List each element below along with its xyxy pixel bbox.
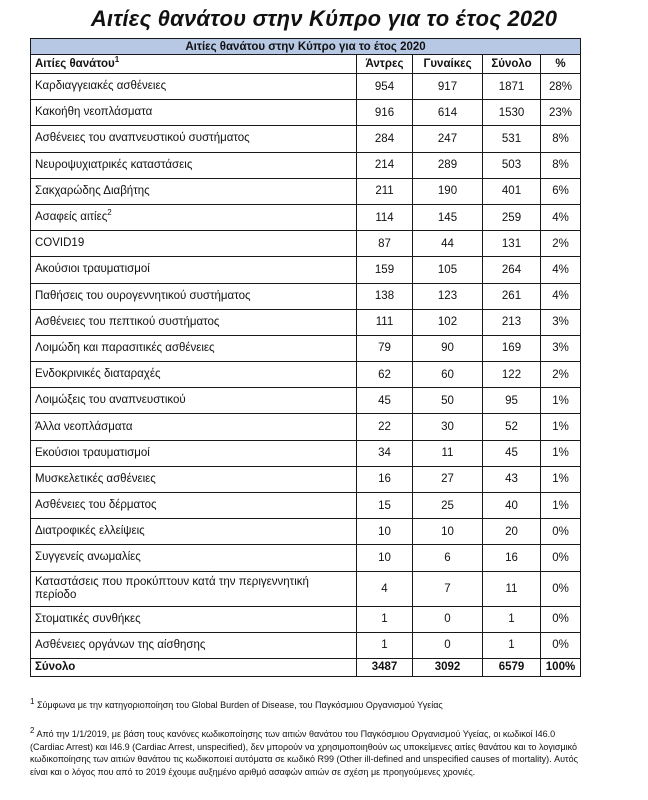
cause-label: Ασθένειες του αναπνευστικού συστήματος [35,132,250,145]
total-women: 3092 [413,658,483,676]
total-row [31,658,581,676]
table-row [31,414,581,440]
cause-label: Καταστάσεις που προκύπτουν κατά την περιγεννητική περίοδο [35,575,309,601]
percent-cell: 1% [541,388,581,414]
header-men: Άντρες [357,55,413,74]
total-cell: 1871 [483,74,541,100]
percent-cell: 6% [541,178,581,204]
table-row [31,178,581,204]
cause-footnote-marker: 2 [107,208,112,218]
cause-cell [31,126,357,152]
percent-cell: 0% [541,545,581,571]
women-cell: 44 [413,231,483,257]
cause-label: Διατροφικές ελλείψεις [35,525,145,538]
cause-cell [31,204,357,230]
cause-cell [31,606,357,632]
table-row [31,231,581,257]
men-cell: 10 [357,545,413,571]
table-row [31,440,581,466]
total-cell: 131 [483,231,541,257]
table-row [31,204,581,230]
table-row [31,388,581,414]
cause-cell [31,632,357,658]
cause-label: Ασαφείς αιτίες [35,211,108,224]
cause-label: Ασθένειες του δέρματος [35,499,157,512]
cause-cell [31,100,357,126]
cause-cell [31,178,357,204]
cause-label: Καρδιαγγειακές ασθένειες [35,80,167,93]
total-cell: 169 [483,335,541,361]
table-banner: Αιτίες θανάτου στην Κύπρο για το έτος 2020 [31,39,581,55]
men-cell: 138 [357,283,413,309]
page-title: Αιτίες θανάτου στην Κύπρο για το έτος 2020 [90,6,558,31]
table-row [31,126,581,152]
cause-label: Άλλα νεοπλάσματα [35,420,133,433]
table-row [31,632,581,658]
women-cell: 917 [413,74,483,100]
cause-cell [31,152,357,178]
table-row [31,545,581,571]
percent-cell: 1% [541,414,581,440]
percent-cell: 4% [541,257,581,283]
women-cell: 11 [413,440,483,466]
total-cell: 261 [483,283,541,309]
women-cell: 7 [413,571,483,606]
footnote-1-text: Σύμφωνα με την κατηγοριοποίηση του Global Burden of Disease, του Παγκόσμιου Οργανισμού Υγείας [36,700,443,710]
women-cell: 50 [413,388,483,414]
women-cell: 145 [413,204,483,230]
cause-label: Ασθένειες οργάνων της αίσθησης [35,638,206,651]
cause-cell [31,545,357,571]
table-row [31,362,581,388]
cause-cell [31,414,357,440]
percent-cell: 28% [541,74,581,100]
total-cell: 1 [483,632,541,658]
cause-label: Ασθένειες του πεπτικού συστήματος [35,315,220,328]
cause-label: Λοιμώξεις του αναπνευστικού [35,394,186,407]
men-cell: 284 [357,126,413,152]
cause-label: Σακχαρώδης Διαβήτης [35,184,150,197]
footnote-1-marker: 1 [30,697,35,706]
cause-cell [31,466,357,492]
men-cell: 1 [357,632,413,658]
header-percent: % [541,55,581,74]
women-cell: 90 [413,335,483,361]
women-cell: 0 [413,632,483,658]
cause-cell [31,362,357,388]
total-cell: 45 [483,440,541,466]
total-cell: 1 [483,606,541,632]
cause-label: Εκούσιοι τραυματισμοί [35,446,150,459]
total-cell: 264 [483,257,541,283]
header-cause [31,55,357,74]
percent-cell: 4% [541,204,581,230]
table-row [31,519,581,545]
cause-cell [31,335,357,361]
table-row [31,74,581,100]
men-cell: 211 [357,178,413,204]
women-cell: 247 [413,126,483,152]
table-row [31,152,581,178]
women-cell: 190 [413,178,483,204]
total-label: Σύνολο [31,658,357,676]
footnote-1 [30,699,580,712]
men-cell: 87 [357,231,413,257]
men-cell: 111 [357,309,413,335]
percent-cell: 0% [541,519,581,545]
total-men: 3487 [357,658,413,676]
cause-cell [31,440,357,466]
causes-of-death-table [30,38,581,677]
men-cell: 214 [357,152,413,178]
total-cell: 531 [483,126,541,152]
women-cell: 10 [413,519,483,545]
cause-label: Παθήσεις του ουρογεννητικού συστήματος [35,289,251,302]
percent-cell: 4% [541,283,581,309]
percent-cell: 1% [541,493,581,519]
percent-cell: 0% [541,632,581,658]
footnote-2-text: Από την 1/1/2019, με βάση τους κανόνες κωδικοποίησης των αιτιών θανάτου του Παγκόσμιου Οργανισμού Υγείας, οι κωδικοί I46.0 (Cardiac Arrest) και I46.9 (Cardiac Arrest, unspecified), δεν μπορούν να χρησιμοποιηθούν ως υποκείμενες αιτίες θανάτου και το λογισμικό κωδικοποίησης των αιτιών θανάτου τις κωδικοποιεί αυτόματα σε κωδικό R99 (Other ill-defined and unspecified causes of mortality). Αυτός είναι και ο λόγος που από το 2019 έχουμε αυξημένο αριθμό ασαφών αιτιών σε σχέση με προηγούμενες χρονιές. [30,729,578,777]
women-cell: 25 [413,493,483,519]
cause-label: Ενδοκρινικές διαταραχές [35,368,161,381]
women-cell: 105 [413,257,483,283]
table-row [31,493,581,519]
total-cell: 1530 [483,100,541,126]
table-row [31,571,581,606]
women-cell: 30 [413,414,483,440]
cause-cell [31,257,357,283]
men-cell: 16 [357,466,413,492]
men-cell: 4 [357,571,413,606]
percent-cell: 0% [541,606,581,632]
table-row [31,466,581,492]
total-cell: 95 [483,388,541,414]
cause-cell [31,493,357,519]
total-cell: 503 [483,152,541,178]
women-cell: 614 [413,100,483,126]
total-cell: 11 [483,571,541,606]
cause-label: Συγγενείς ανωμαλίες [35,551,141,564]
men-cell: 114 [357,204,413,230]
table-row [31,283,581,309]
total-cell: 259 [483,204,541,230]
percent-cell: 3% [541,335,581,361]
cause-cell [31,388,357,414]
women-cell: 123 [413,283,483,309]
cause-cell [31,283,357,309]
percent-cell: 3% [541,309,581,335]
header-cause-label: Αιτίες θανάτου [35,58,115,70]
cause-label: COVID19 [35,237,85,250]
table-header-row [31,55,581,74]
footnote-2 [30,728,580,778]
total-cell: 401 [483,178,541,204]
total-cell: 43 [483,466,541,492]
cause-cell [31,74,357,100]
header-total: Σύνολο [483,55,541,74]
table-banner-row [31,39,581,55]
cause-cell [31,571,357,606]
total-cell: 16 [483,545,541,571]
table-row [31,335,581,361]
table-body [31,74,581,659]
men-cell: 916 [357,100,413,126]
men-cell: 79 [357,335,413,361]
cause-label: Στοματικές συνθήκες [35,612,141,625]
cause-label: Λοιμώδη και παρασιτικές ασθένειες [35,341,215,354]
women-cell: 27 [413,466,483,492]
percent-cell: 0% [541,571,581,606]
header-women: Γυναίκες [413,55,483,74]
percent-cell: 8% [541,126,581,152]
table-row [31,100,581,126]
men-cell: 1 [357,606,413,632]
cause-label: Νευροψυχιατρικές καταστάσεις [35,158,193,171]
percent-cell: 8% [541,152,581,178]
footnote-2-marker: 2 [30,726,35,735]
table-row [31,309,581,335]
cause-label: Ακούσιοι τραυματισμοί [35,263,150,276]
cause-cell [31,309,357,335]
women-cell: 289 [413,152,483,178]
total-cell: 213 [483,309,541,335]
men-cell: 34 [357,440,413,466]
percent-cell: 2% [541,231,581,257]
percent-cell: 23% [541,100,581,126]
percent-cell: 1% [541,440,581,466]
total-percent: 100% [541,658,581,676]
men-cell: 22 [357,414,413,440]
header-cause-footnote-marker: 1 [114,55,120,65]
cause-label: Μυσκελετικές ασθένειες [35,472,156,485]
men-cell: 15 [357,493,413,519]
cause-cell [31,519,357,545]
women-cell: 0 [413,606,483,632]
percent-cell: 1% [541,466,581,492]
men-cell: 62 [357,362,413,388]
table-row [31,606,581,632]
total-cell: 20 [483,519,541,545]
cause-cell [31,231,357,257]
women-cell: 102 [413,309,483,335]
total-all: 6579 [483,658,541,676]
men-cell: 954 [357,74,413,100]
women-cell: 60 [413,362,483,388]
total-cell: 122 [483,362,541,388]
percent-cell: 2% [541,362,581,388]
women-cell: 6 [413,545,483,571]
men-cell: 159 [357,257,413,283]
table-row [31,257,581,283]
men-cell: 45 [357,388,413,414]
men-cell: 10 [357,519,413,545]
total-cell: 52 [483,414,541,440]
total-cell: 40 [483,493,541,519]
cause-label: Κακοήθη νεοπλάσματα [35,106,153,119]
